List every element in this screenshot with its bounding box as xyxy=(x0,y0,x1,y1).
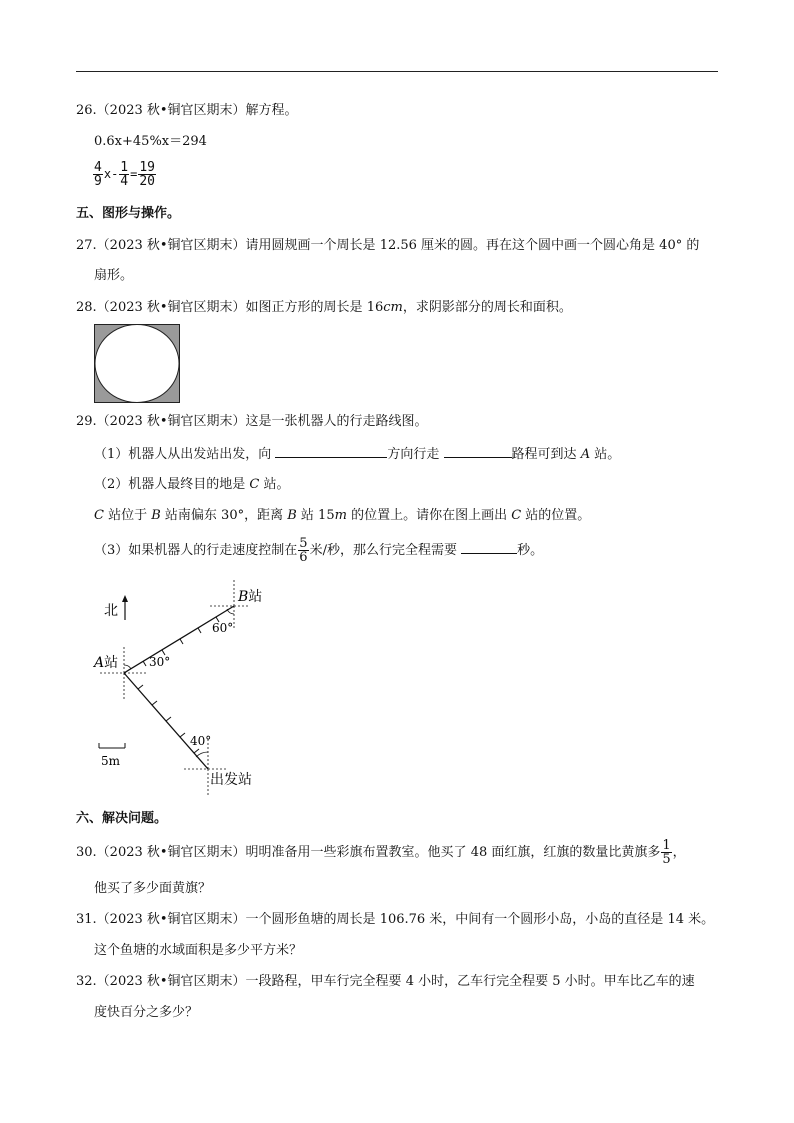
section-5-heading: 五、图形与操作。 xyxy=(76,206,181,221)
angle-60-label: 60° xyxy=(212,621,234,635)
section-6-heading: 六、解决问题。 xyxy=(76,811,168,826)
q31-line-1: 31.（2023 秋•铜官区期末）一个圆形鱼塘的周长是 106.76 米，中间有一个圆形小岛，小岛的直径是 14 米。 xyxy=(76,912,715,927)
q32-line-1: 32.（2023 秋•铜官区期末）一段路程，甲车行完全程要 4 小时，乙车行完全程要 5 小时。甲车比乙车的速 xyxy=(76,974,695,989)
q27-line-1: 27.（2023 秋•铜官区期末）请用圆规画一个周长是 12.56 厘米的圆。再在这个圆中画一个圆心角是 40° 的 xyxy=(76,238,700,253)
q26-stem: 26.（2023 秋•铜官区期末）解方程。 xyxy=(76,103,298,118)
scale-bar xyxy=(99,743,125,748)
angle-40-label: 40° xyxy=(190,734,212,748)
station-b-label: B站 xyxy=(238,589,263,605)
q28-stem: 28.（2023 秋•铜官区期末）如图正方形的周长是 16cm，求阴影部分的周长和面积。 xyxy=(76,300,572,315)
q30-line-2: 他买了多少面黄旗？ xyxy=(94,881,212,896)
angle-30-label: 30° xyxy=(149,655,171,669)
route-start-to-a xyxy=(124,673,208,769)
north-label: 北 xyxy=(104,603,118,619)
q26-equation-2: $\frac{4}{9}$ x- $\frac{1}{4}$ = $\frac{19}{20}$ xyxy=(94,160,156,189)
north-arrow xyxy=(122,595,128,620)
q29-c-station-text: C 站位于 B 站南偏东 30°，距离 B 站 15m 的位置上。请你在图上画出 C 站的位置。 xyxy=(94,508,591,523)
q27-line-2: 扇形。 xyxy=(94,268,134,283)
answer-blank-direction[interactable] xyxy=(275,444,387,458)
q30-line-1: 30.（2023 秋•铜官区期末）明明准备用一些彩旗布置教室。他买了 48 面红旗，红旗的数量比黄旗多 $\frac{1}{5}$ ， xyxy=(76,838,686,867)
square-circle-figure xyxy=(94,324,180,403)
q29-stem: 29.（2023 秋•铜官区期末）这是一张机器人的行走路线图。 xyxy=(76,414,428,429)
q29-part-1: （1）机器人从出发站出发，向 方向行走 路程可到达 A 站。 xyxy=(94,444,620,464)
station-a-label: A站 xyxy=(94,655,119,671)
q32-line-2: 度快百分之多少？ xyxy=(94,1005,199,1020)
answer-blank-seconds[interactable] xyxy=(461,540,517,554)
robot-route-map xyxy=(90,580,290,802)
header-rule xyxy=(76,71,718,72)
start-station-label: 出发站 xyxy=(210,772,252,788)
q26-equation-1: 0.6x+45%x＝294 xyxy=(94,134,207,149)
q31-line-2: 这个鱼塘的水域面积是多少平方米？ xyxy=(94,943,303,958)
route-a-to-b xyxy=(124,606,234,673)
scale-label: 5m xyxy=(101,754,121,768)
q29-part-2: （2）机器人最终目的地是 C 站。 xyxy=(94,477,290,492)
answer-blank-distance[interactable] xyxy=(444,444,512,458)
q29-part-3: （3）如果机器人的行走速度控制在 $\frac{5}{6}$ 米/秒，那么行完全程需要 秒。 xyxy=(94,536,544,565)
